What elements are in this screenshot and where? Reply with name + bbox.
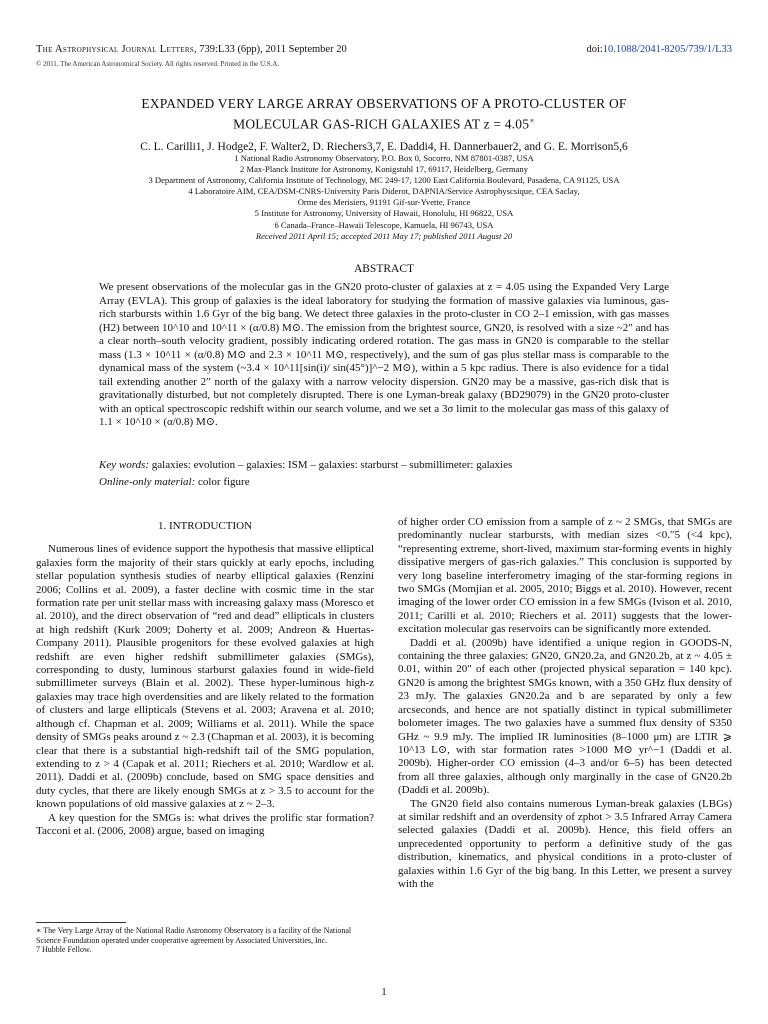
doi bbox=[586, 44, 732, 55]
journal-citation bbox=[36, 44, 347, 55]
left-column bbox=[36, 516, 374, 838]
affiliation-6: 6 Canada–France–Hawaii Telescope, Kamuela, HI 96743, USA bbox=[274, 219, 494, 230]
affiliations bbox=[80, 153, 688, 242]
citation-details: , 739:L33 (6pp), 2011 September 20 bbox=[193, 44, 347, 55]
intro-paragraph-1: Numerous lines of evidence support the hypothesis that massive elliptical galaxies form the majority of their stars quickly at early epochs, including stellar population synthesis studies of nearby elliptical galaxies (Renzini 2006; Collins et al. 2009), a faster decline with cosmic time in the star formation rate per unit stellar mass with increasing galaxy mass (Moresco et al. 2010), and the direct observation of “red and dead” ellipticals in clusters at high redshift (Kurk 2009; Doherty et al. 2009; Andreon & Huertas-Company 2011). Plausible progenitors for these evolved galaxies at high redshift are even higher redshift submillimeter galaxies (SMGs), corresponding to dusty, luminous starburst galaxies found in wide-field submillimeter surveys (Blain et al. 2002). These hyper-luminous high-z galaxies may trace high overdensities and are likely related to the formation of clusters and large ellipticals (Stevens et al. 2003; Aravena et al. 2010; although cf. Chapman et al. 2009; Williams et al. 2011). While the space density of SMGs peaks around z ~ 2.3 (Chapman et al. 2003), it is becoming clear that there is a substantial high-redshift tail of the SMG population, extending to z > 4 (Capak et al. 2011; Riechers et al. 2010; Wardlow et al. 2011). Daddi et al. (2009b) conclude, based on SMG space densities and duty cycles, that there are likely enough SMGs at z > 3.5 to account for the known populations of old massive galaxies at z ~ 2–3. bbox=[36, 543, 374, 811]
footnotes bbox=[36, 926, 374, 955]
copyright-notice: © 2011. The American Astronomical Society. All rights reserved. Printed in the U.S.A. bbox=[36, 60, 280, 68]
title-line-2: MOLECULAR GAS-RICH GALAXIES AT z = 4.05∗ bbox=[233, 115, 535, 131]
author-list: C. L. Carilli1, J. Hodge2, F. Walter2, D. Riechers3,7, E. Daddi4, H. Dannerbauer2, and G. E. Morrison5,6 bbox=[140, 141, 628, 153]
keywords bbox=[99, 459, 669, 471]
doi-prefix: doi: bbox=[586, 44, 603, 55]
right-paragraph-3: The GN20 field also contains numerous Lyman-break galaxies (LBGs) at similar redshift and an overdensity of zphot > 3.5 Infrared Array Camera selected galaxies (Daddi et al. 2009b). Hence, this field offers an unprecedented opportunity to perform a definitive study of the gas distribution, kinematics, and physical conditions in a proto-cluster of galaxies within 1.6 Gyr of the big bang. In this Letter, we present a survey with the bbox=[398, 797, 732, 890]
page-number: 1 bbox=[381, 987, 387, 998]
keywords-list: galaxies: evolution – galaxies: ISM – galaxies: starburst – submillimeter: galaxies bbox=[151, 459, 513, 471]
intro-paragraph-2: A key question for the SMGs is: what drives the prolific star formation? Tacconi et al. (2006, 2008) argue, based on imaging bbox=[36, 811, 374, 837]
paper-title bbox=[60, 96, 708, 133]
title-line-1: EXPANDED VERY LARGE ARRAY OBSERVATIONS OF A PROTO-CLUSTER OF bbox=[141, 96, 627, 111]
right-column bbox=[398, 516, 732, 891]
affiliation-4: 4 Laboratoire AIM, CEA/DSM-CNRS-University Paris Diderot, DAPNIA/Service Astrophyscsique, CEA Saclay, bbox=[188, 186, 580, 197]
doi-link[interactable]: 10.1088/2041-8205/739/1/L33 bbox=[602, 44, 732, 55]
online-material-label: Online-only material: bbox=[99, 476, 196, 488]
online-material bbox=[99, 476, 669, 488]
right-paragraph-2: Daddi et al. (2009b) have identified a unique region in GOODS-N, containing the three galaxies: GN20, GN20.2a, and GN20.2b, at z ~ 4.05 ± 0.01, within 20″ of each other (projected physical separation = 140 kpc). GN20 is among the brightest SMGs known, with a 350 GHz flux density of 23 mJy. The galaxies GN20.2a and b are separated by only a few arcseconds, and hence are not spatially distinct in typical submillimeter bolometer images. The two galaxies have a summed flux density of S350 GHz ~ 9.9 mJy. The implied IR luminosities (8–1000 μm) are LTIR ⩾ 10^13 L⊙, with star formation rates >1000 M⊙ yr^−1 (Daddi et al. 2009b). Higher-order CO emission (4–3 and/or 6–5) has been detected from all three galaxies, although only marginally in the case of GN20.2b (Daddi et al. 2009b). bbox=[398, 636, 732, 797]
affiliation-1: 1 National Radio Astronomy Observatory, P.O. Box 0, Socorro, NM 87801-0387, USA bbox=[234, 153, 534, 163]
footnote-star: ∗ The Very Large Array of the National Radio Astronomy Observatory is a facility of the National Science Foundation operated under cooperative agreement by Associated Universities, Inc. bbox=[36, 926, 352, 945]
abstract-text: We present observations of the molecular gas in the GN20 proto-cluster of galaxies at z = 4.05 using the Expanded Very Large Array (EVLA). This group of galaxies is the ideal laboratory for studying the formation of massive galaxies via luminous, gas-rich starbursts within 1.6 Gyr of the big bang. We detect three galaxies in the proto-cluster in CO 2–1 emission, with gas masses (H2) between 10^10 and 10^11 × (α/0.8) M⊙. The emission from the brightest source, GN20, is resolved with a size ~2″ and has a clear north–south velocity gradient, possibly indicating ordered rotation. The gas mass in GN20 is comparable to the stellar mass (1.3 × 10^11 × (α/0.8) M⊙ and 2.3 × 10^11 M⊙, respectively), and the sum of gas plus stellar mass is comparable to the dynamical mass of the system (~3.4 × 10^11[sin(i)/ sin(45°)]^−2 M⊙), within a 5 kpc radius. There is also evidence for a tidal tail extending another 2″ north of the galaxy with a narrow velocity dispersion. GN20 may be a massive, gas-rich disk that is gravitationally disturbed, but not completely disrupted. There is one Lyman-break galaxy (BD29079) in the GN20 proto-cluster with an optical spectroscopic redshift within our search volume, and we set a 3σ limit to the molecular gas mass of this galaxy of 1.1 × 10^10 × (α/0.8) M⊙. bbox=[99, 281, 669, 428]
affiliation-3: 3 Department of Astronomy, California Institute of Technology, MC 249-17, 1200 East California Boulevard, Pasadena, CA 91125, USA bbox=[148, 175, 620, 186]
affiliation-2: 2 Max-Planck Institute for Astronomy, Konigstuhl 17, 69117, Heidelberg, Germany bbox=[239, 164, 528, 175]
journal-name: The Astrophysical Journal Letters bbox=[36, 44, 194, 55]
title-footnote-marker[interactable]: ∗ bbox=[529, 115, 535, 125]
introduction-heading: 1. INTRODUCTION bbox=[157, 520, 253, 532]
online-material-value: color figure bbox=[197, 476, 250, 488]
abstract-heading: ABSTRACT bbox=[353, 263, 415, 275]
footnote-7: 7 Hubble Fellow. bbox=[36, 945, 92, 955]
affiliation-4-cont: Orme des Merisiers, 91191 Gif-sur-Yvette, France bbox=[297, 197, 471, 208]
right-paragraph-1: of higher order CO emission from a sample of z ~ 2 SMGs, that SMGs are predominantly nuclear starbursts, with median sizes <0.″5 (<4 kpc), “representing extreme, short-lived, maximum star-forming events in highly dissipative mergers of gas-rich galaxies.” This conclusion is supported by very long baseline interferometry imaging of the star-forming regions in two SMGs (Momjian et al. 2005, 2010; Biggs et al. 2010). However, recent imaging of the lower order CO emission in a few SMGs (Ivison et al. 2010, 2011; Carilli et al. 2010; Riechers et al. 2011) suggests that the lower-excitation molecular gas reservoirs can be significantly more extended. bbox=[398, 516, 732, 636]
received-dates: Received 2011 April 15; accepted 2011 May 17; published 2011 August 20 bbox=[255, 230, 513, 241]
affiliation-5: 5 Institute for Astronomy, University of Hawaii, Honolulu, HI 96822, USA bbox=[254, 208, 514, 219]
keywords-label: Key words: bbox=[99, 459, 150, 471]
footnote-rule bbox=[36, 922, 126, 923]
